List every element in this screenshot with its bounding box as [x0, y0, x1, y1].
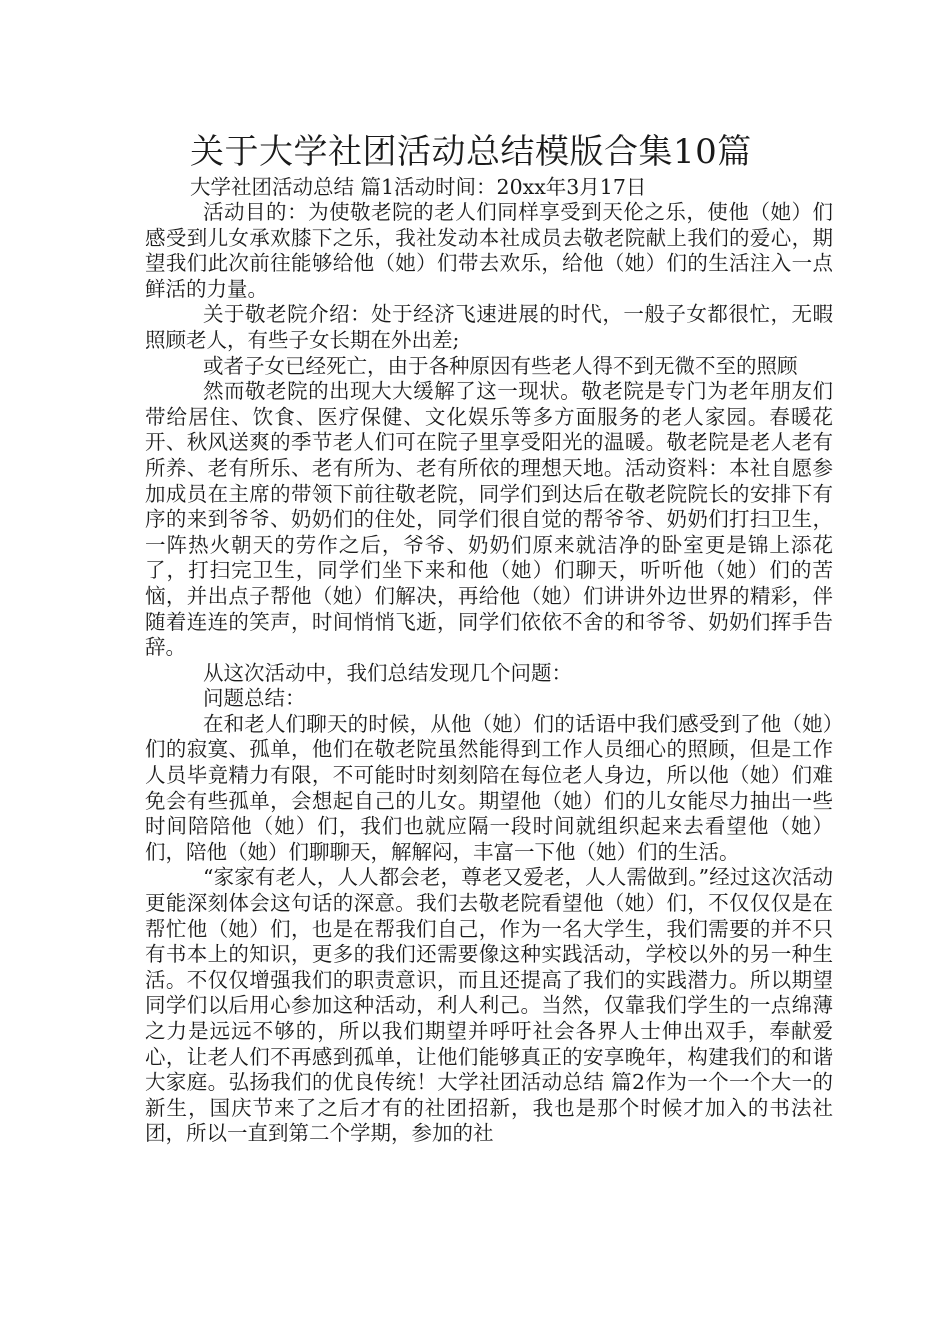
paragraph-findings-lead: 从这次活动中，我们总结发现几个问题： — [203, 660, 572, 685]
document-subtitle: 大学社团活动总结 篇1活动时间：20xx年3月17日 — [190, 175, 647, 199]
paragraph-summary: 在和老人们聊天的时候，从他（她）们的话语中我们感受到了他（她）们的寂寞、孤单，他们在敬老院虽然能得到工作人员细心的照顾，但是工作人员毕竟精力有限，不可能时时刻刻陪在每位老人身边，所以他（她）们难免会有些孤单，会想起自己的儿女。期望他（她）们的儿女能尽力抽出一些时间陪陪他（她）们，我们也就应隔一段时间就组织起来去看望他（她）们，陪他（她）们聊聊天，解解闷，丰富一下他（她）们的生活。 — [145, 711, 833, 864]
paragraph-summary-heading: 问题总结： — [203, 686, 306, 711]
paragraph-reflection: “家家有老人，人人都会老，尊老又爱老，人人需做到。”经过这次活动更能深刻体会这句话的深意。我们去敬老院看望他（她）们，不仅仅仅是在帮忙他（她）们，也是在帮我们自己，作为一名大学生，我们需要的并不只有书本上的知识，更多的我们还需要像这种实践活动，学校以外的另一种生活。不仅仅增强我们的职责意识，而且还提高了我们的实践潜力。所以期望同学们以后用心参加这种活动，利人利己。当然，仅靠我们学生的一点绵薄之力是远远不够的，所以我们期望并呼吁社会各界人士伸出双手，奉献爱心，让老人们不再感到孤单，让他们能够真正的安享晚年，构建我们的和谐大家庭。弘扬我们的优良传统！大学社团活动总结 篇2作为一个一个大一的新生，国庆节来了之后才有的社团招新，我也是那个时候才加入的书法社团，所以一直到第二个学期，参加的社 — [145, 865, 833, 1146]
paragraph-activity: 然而敬老院的出现大大缓解了这一现状。敬老院是专门为老年朋友们带给居住、饮食、医疗保健、文化娱乐等多方面服务的老人家园。春暖花开、秋风送爽的季节老人们可在院子里享受阳光的温暖。敬老院是老人老有所养、老有所乐、老有所为、老有所依的理想天地。活动资料：本社自愿参加成员在主席的带领下前往敬老院，同学们到达后在敬老院院长的安排下有序的来到爷爷、奶奶们的住处，同学们很自觉的帮爷爷、奶奶们打扫卫生，一阵热火朝天的劳作之后，爷爷、奶奶们原来就洁净的卧室更是锦上添花了，打扫完卫生，同学们坐下来和他（她）们聊天，听听他（她）们的苦恼，并出点子帮他（她）们解决，再给他（她）们讲讲外边世界的精彩，伴随着连连的笑声，时间悄悄飞逝，同学们依依不舍的和爷爷、奶奶们挥手告辞。 — [145, 379, 833, 660]
document-title: 关于大学社团活动总结模版合集10篇 — [190, 132, 752, 172]
paragraph-intro-cont: 或者子女已经死亡，由于各种原因有些老人得不到无微不至的照顾 — [203, 353, 798, 378]
paragraph-purpose: 活动目的：为使敬老院的老人们同样享受到天伦之乐，使他（她）们感受到儿女承欢膝下之乐，我社发动本社成员去敬老院献上我们的爱心，期望我们此次前往能够给他（她）们带去欢乐，给他（她）们的生活注入一点鲜活的力量。 — [145, 200, 833, 301]
document-page — [145, 130, 833, 1147]
paragraph-intro: 关于敬老院介绍：处于经济飞速进展的时代，一般子女都很忙，无暇照顾老人，有些子女长期在外出差; — [145, 302, 833, 352]
